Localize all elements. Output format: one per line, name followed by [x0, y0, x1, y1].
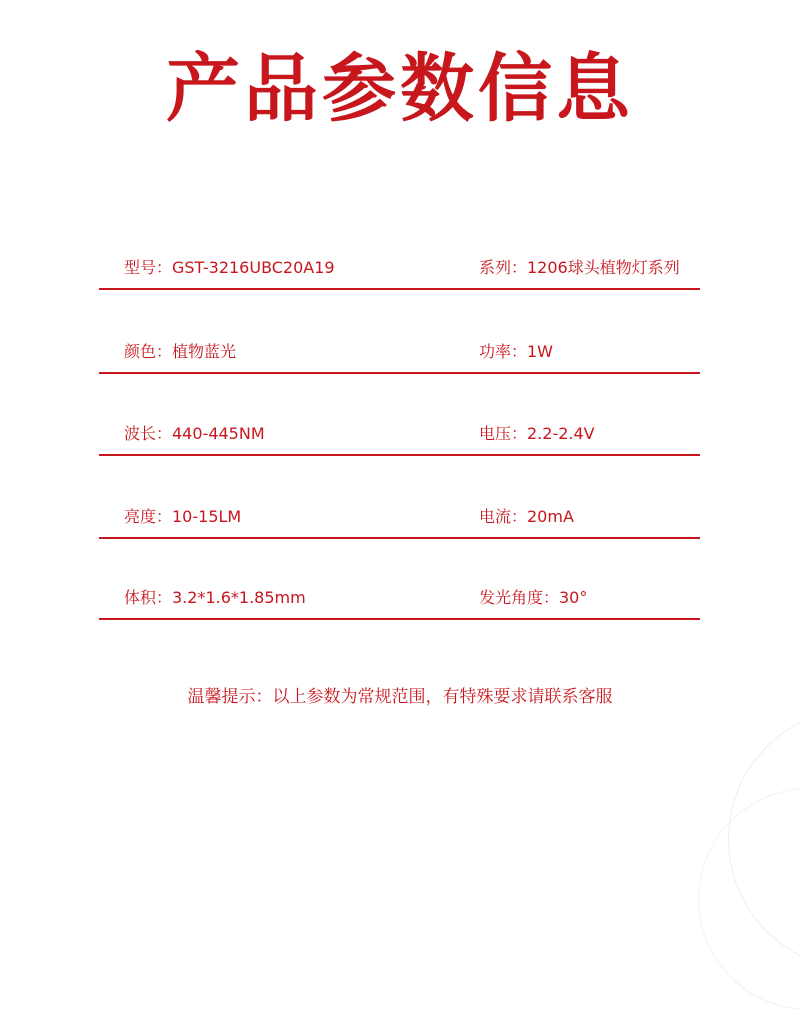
- spec-angle: 发光角度：30°: [479, 588, 588, 607]
- spec-row: [99, 414, 700, 456]
- decorative-arc: [698, 788, 800, 1010]
- spec-row: [99, 497, 700, 539]
- spec-series: 系列：1206球头植物灯系列: [479, 258, 680, 277]
- spec-current: 电流：20mA: [479, 507, 574, 526]
- spec-model: 型号：GST-3216UBC20A19: [124, 258, 335, 277]
- spec-row: [99, 332, 700, 374]
- spec-volume: 体积：3.2*1.6*1.85mm: [124, 588, 306, 607]
- spec-row: [99, 248, 700, 290]
- footnote: 温馨提示：以上参数为常规范围，有特殊要求请联系客服: [187, 687, 613, 707]
- spec-brightness: 亮度：10-15LM: [124, 507, 242, 526]
- page-title: 产品参数信息: [166, 46, 634, 132]
- spec-wavelength: 波长：440-445NM: [124, 424, 265, 443]
- spec-power: 功率：1W: [479, 342, 554, 361]
- spec-voltage: 电压：2.2-2.4V: [479, 424, 595, 443]
- spec-color: 颜色：植物蓝光: [124, 342, 237, 361]
- spec-row: [99, 578, 700, 620]
